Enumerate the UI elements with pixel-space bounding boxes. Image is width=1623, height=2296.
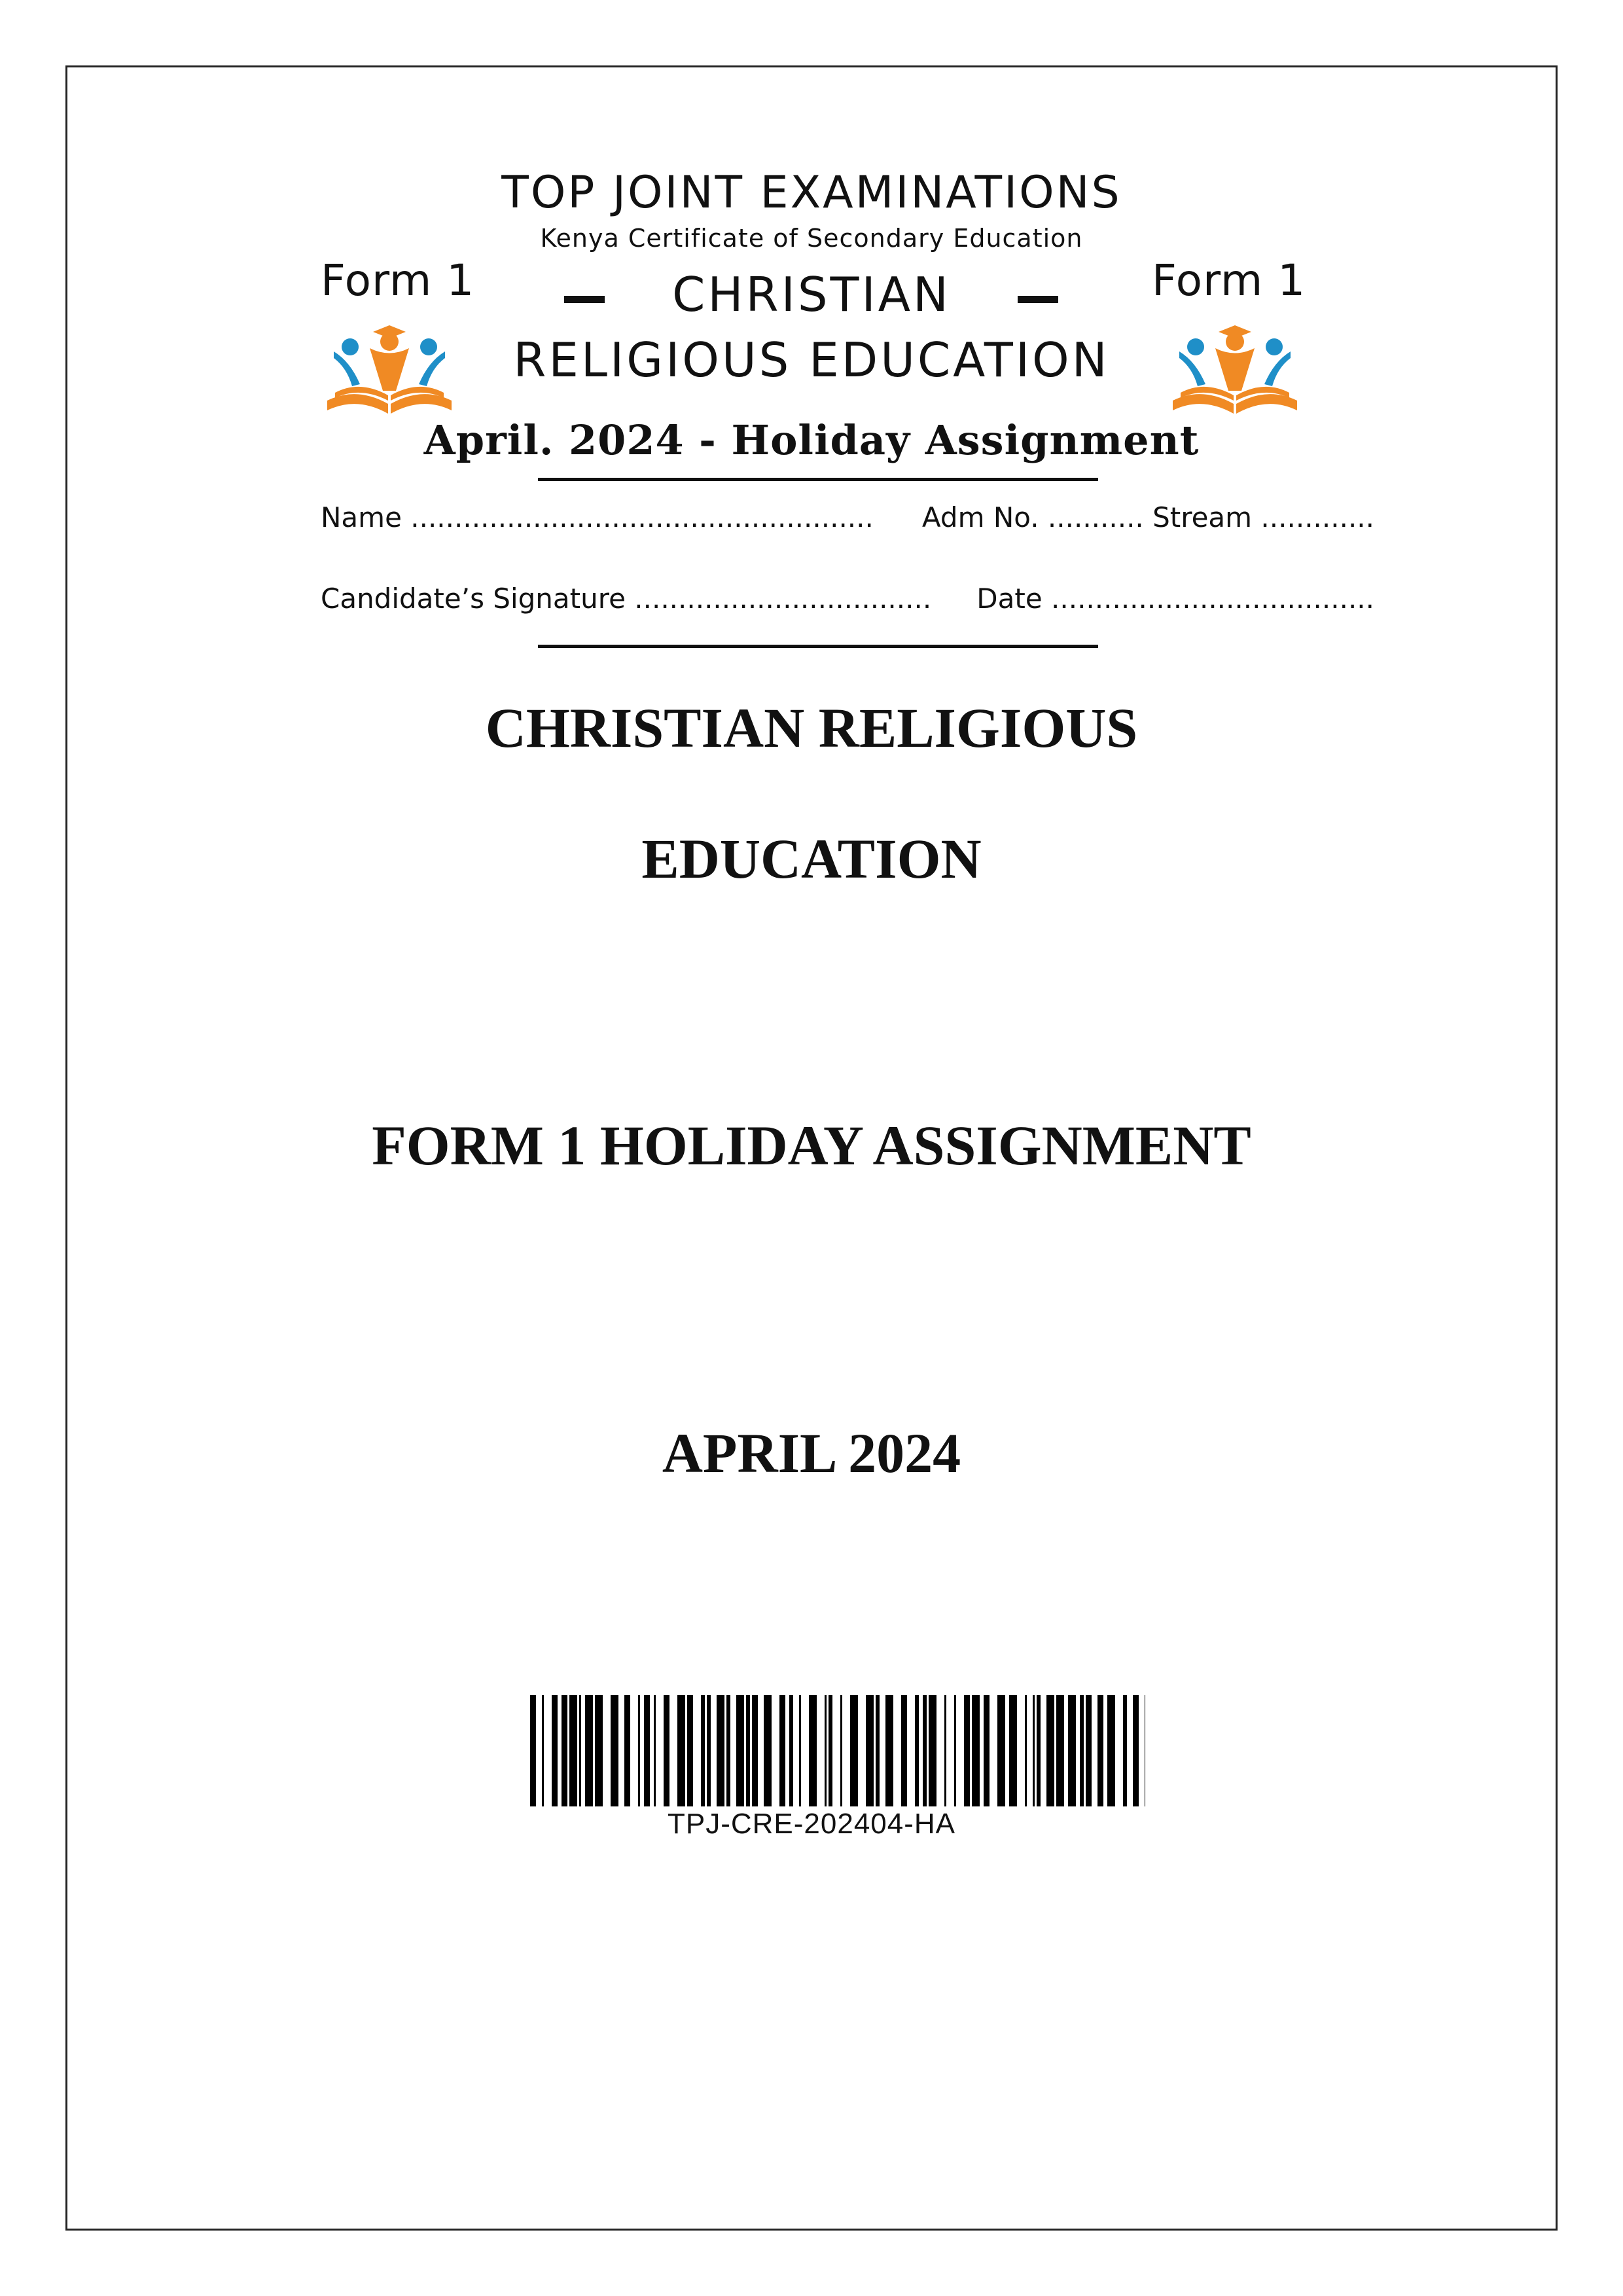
barcode-bar [687,1695,693,1806]
barcode-bar [984,1695,990,1806]
barcode-bar [866,1695,874,1806]
barcode-bar [707,1695,711,1806]
barcode-bar [885,1695,893,1806]
subject-heading-line2: RELIGIOUS EDUCATION [513,332,1110,387]
divider-top [538,478,1098,481]
adm-stream-field[interactable]: Adm No. ........... Stream ............. [921,501,1374,533]
barcode-bar [562,1695,567,1806]
graduate-book-logo-icon [1166,322,1304,420]
subject-heading-line1: CHRISTIAN [672,267,951,322]
barcode-bar [585,1695,593,1806]
barcode-bar [1056,1695,1064,1806]
barcode-bar [764,1695,772,1806]
signature-field[interactable]: Candidate’s Signature .................................. [321,583,932,615]
barcode-bar [1133,1695,1139,1806]
candidate-fields-row2 [321,583,1374,615]
barcode-bar [1080,1695,1084,1806]
document-title-line2: EDUCATION [641,827,982,890]
barcode-bar [611,1695,618,1806]
date-field[interactable]: Date ..................................... [976,583,1374,615]
barcode-bar [717,1695,724,1806]
barcode-text: TPJ-CRE-202404-HA [667,1808,956,1840]
barcode-bar [876,1695,880,1806]
graduate-book-logo-icon [321,322,458,420]
barcode-bar [595,1695,603,1806]
barcode-bar [829,1695,832,1806]
exam-period: April. 2024 - Holiday Assignment [423,416,1200,464]
barcode-bar [1009,1695,1017,1806]
barcode-bar [1037,1695,1041,1806]
form-label-right: Form 1 [1152,255,1306,306]
barcode-bar [779,1695,785,1806]
barcode-bar [929,1695,936,1806]
barcode-bar [915,1695,919,1806]
barcode-bar [972,1695,980,1806]
barcode-bar [654,1695,656,1806]
barcode-bar [752,1695,758,1806]
barcode-bar [746,1695,750,1806]
barcode-bar [677,1695,685,1806]
barcode-bar [530,1695,536,1806]
barcode-bar [964,1695,970,1806]
barcode-bar [1033,1695,1035,1806]
document-title-line1: CHRISTIAN RELIGIOUS [485,696,1138,759]
barcode-bar [809,1695,817,1806]
barcode-bar [944,1695,946,1806]
barcode-bar [569,1695,577,1806]
barcode-bar [850,1695,858,1806]
exam-body-title: TOP JOINT EXAMINATIONS [501,167,1122,219]
barcode-bar [997,1695,1005,1806]
barcode-bar [901,1695,907,1806]
barcode-bar [624,1695,630,1806]
barcode-bar [736,1695,744,1806]
barcode-bar [1107,1695,1115,1806]
barcode-bar [701,1695,705,1806]
form-label-left: Form 1 [321,255,475,306]
barcode-bar [1123,1695,1127,1806]
barcode [530,1695,1145,1806]
candidate-fields-row1 [321,501,1374,533]
exam-body-subtitle: Kenya Certificate of Secondary Education [540,224,1083,253]
barcode-bar [789,1695,793,1806]
barcode-bar [825,1695,827,1806]
barcode-bar [1068,1695,1076,1806]
barcode-bar [726,1695,730,1806]
divider-bottom [538,645,1098,648]
barcode-bar [1097,1695,1103,1806]
barcode-bar [1086,1695,1092,1806]
barcode-bar [1025,1695,1027,1806]
barcode-bar [644,1695,650,1806]
assignment-date: APRIL 2024 [662,1422,961,1484]
barcode-bar [840,1695,842,1806]
barcode-bar [954,1695,956,1806]
barcode-bar [638,1695,640,1806]
barcode-bar [552,1695,558,1806]
barcode-bar [579,1695,581,1806]
barcode-bar [923,1695,927,1806]
barcode-bar [1046,1695,1054,1806]
barcode-bar [542,1695,544,1806]
name-field[interactable]: Name ..................................................... [321,501,874,533]
assignment-title: FORM 1 HOLIDAY ASSIGNMENT [372,1114,1251,1177]
barcode-bar [664,1695,669,1806]
barcode-bar [799,1695,801,1806]
